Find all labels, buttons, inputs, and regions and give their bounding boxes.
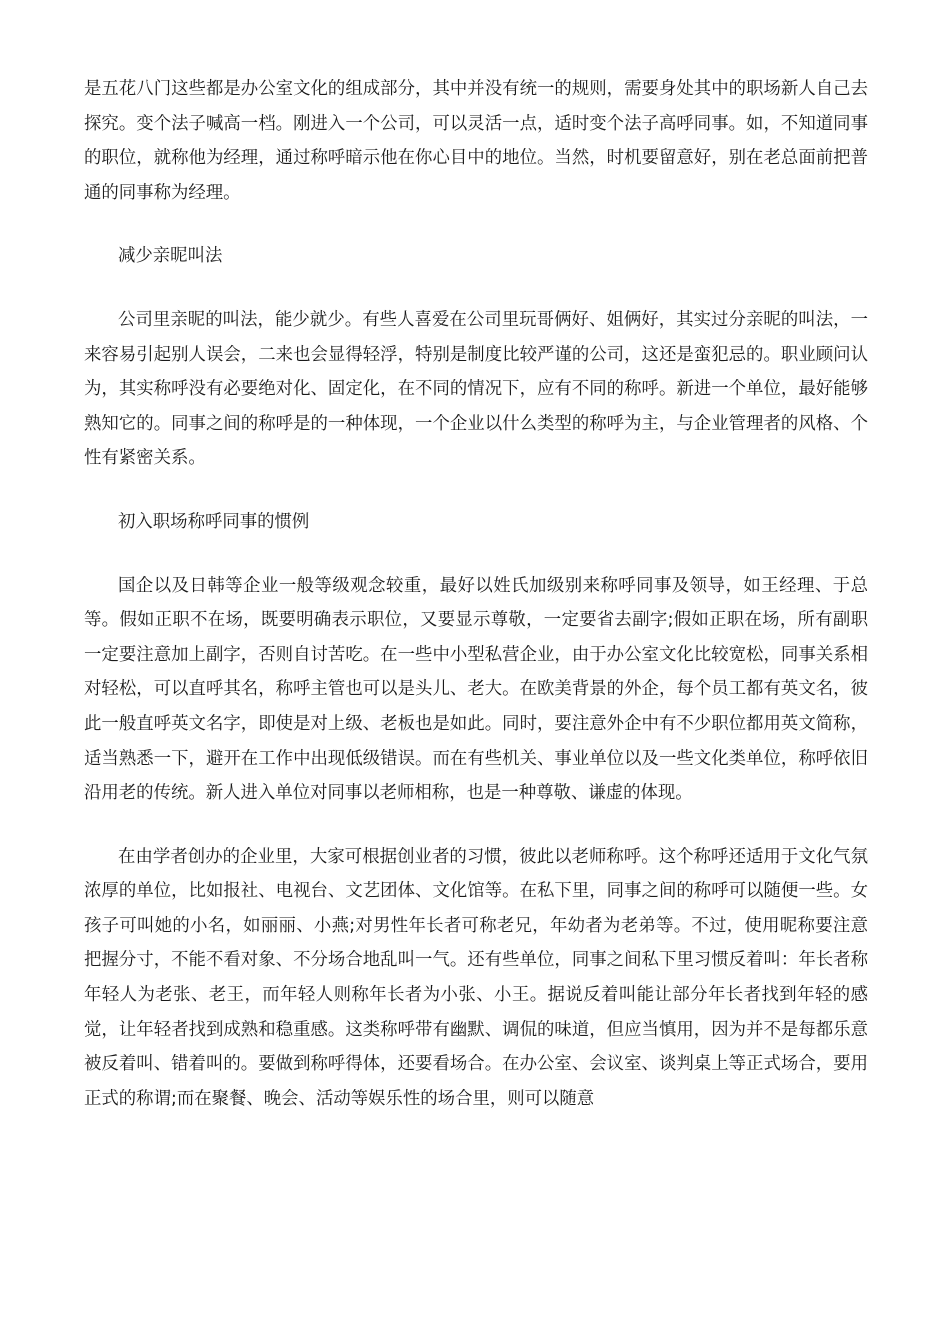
section-heading-workplace-conventions: 初入职场称呼同事的惯例: [118, 511, 310, 532]
paragraph-company-types: 国企以及日韩等企业一般等级观念较重，最好以姓氏加级别来称呼同事及领导，如王经理、于总等。假如正职不在场，既要明确表示职位，又要显示尊敬，一定要省去副字;假如正职在场，所有副职一定要注意加上副字，否则自讨苦吃。在一些中小型私营企业，由于办公室文化比较宽松，同事关系相对轻松，可以直呼其名，称呼主管也可以是头儿、老大。在欧美背景的外企，每个员工都有英文名，彼此一般直呼英文名字，即使是对上级、老板也是如此。同时，要注意外企中有不少职位都用英文简称，适当熟悉一下，避开在工作中出现低级错误。而在有些机关、事业单位以及一些文化类单位，称呼依旧沿用老的传统。新人进入单位对同事以老师相称，也是一种尊敬、谦虚的体现。: [84, 575, 868, 804]
paragraph-scholar-enterprises: 在由学者创办的企业里，大家可根据创业者的习惯，彼此以老师称呼。这个称呼还适用于文化气氛浓厚的单位，比如报社、电视台、文艺团体、文化馆等。在私下里，同事之间的称呼可以随便一些。女孩子可叫她的小名，如丽丽、小燕;对男性年长者可称老兄，年幼者为老弟等。不过，使用昵称要注意把握分寸，不能不看对象、不分场合地乱叫一气。还有些单位，同事之间私下里习惯反着叫：年长者称年轻人为老张、老王，而年轻人则称年长者为小张、小王。据说反着叫能让部分年长者找到年轻的感觉，让年轻者找到成熟和稳重感。这类称呼带有幽默、调侃的味道，但应当慎用，因为并不是每都乐意被反着叫、错着叫的。要做到称呼得体，还要看场合。在办公室、会议室、谈判桌上等正式场合，要用正式的称谓;而在聚餐、晚会、活动等娱乐性的场合里，则可以随意: [84, 846, 868, 1109]
document-body: [84, 72, 868, 1116]
paragraph-office-culture: 是五花八门这些都是办公室文化的组成部分，其中并没有统一的规则，需要身处其中的职场新人自己去探究。变个法子喊高一档。刚进入一个公司，可以灵活一点，适时变个法子高呼同事。如，不知道同事的职位，就称他为经理，通过称呼暗示他在你心目中的地位。当然，时机要留意好，别在老总面前把普通的同事称为经理。: [84, 79, 868, 203]
paragraph-intimate-names: 公司里亲昵的叫法，能少就少。有些人喜爱在公司里玩哥俩好、姐俩好，其实过分亲昵的叫法，一来容易引起别人误会，二来也会显得轻浮，特别是制度比较严谨的公司，这还是蛮犯忌的。职业顾问认为，其实称呼没有必要绝对化、固定化，在不同的情况下，应有不同的称呼。新进一个单位，最好能够熟知它的。同事之间的称呼是的一种体现，一个企业以什么类型的称呼为主，与企业管理者的风格、个性有紧密关系。: [84, 309, 868, 469]
paragraph-gap: [84, 210, 868, 239]
paragraph-gap: [84, 476, 868, 505]
section-heading-reduce-intimate-names: 减少亲昵叫法: [118, 246, 223, 267]
paragraph-gap: [84, 274, 868, 303]
paragraph-gap: [84, 811, 868, 840]
paragraph-gap: [84, 540, 868, 569]
